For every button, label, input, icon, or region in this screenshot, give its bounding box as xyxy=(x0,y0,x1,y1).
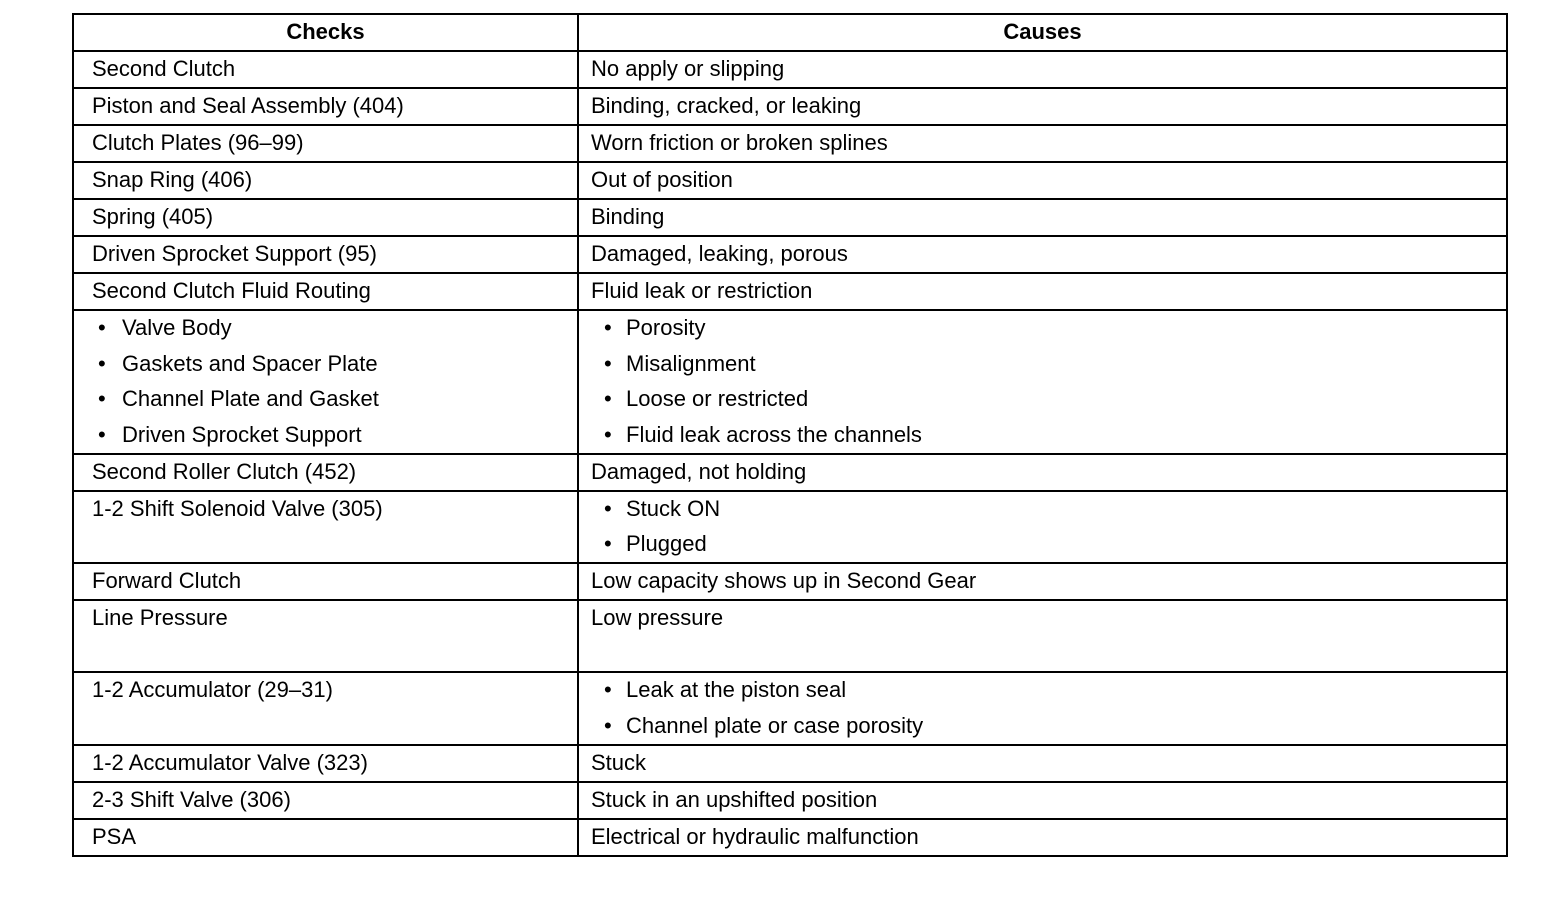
check-cell: Spring (405) xyxy=(73,199,578,236)
list-item xyxy=(74,315,577,340)
list-item-text: Channel Plate and Gasket xyxy=(122,386,379,411)
table-row xyxy=(73,782,1507,819)
bullet-glyph: • xyxy=(604,386,612,411)
table-row xyxy=(73,162,1507,199)
list-item xyxy=(74,422,577,447)
cause-cell: Low capacity shows up in Second Gear xyxy=(578,563,1507,600)
list-item xyxy=(74,351,577,376)
list-item xyxy=(579,351,1506,376)
list-item xyxy=(74,386,577,411)
cause-bullet-list xyxy=(579,315,1506,447)
list-item-text: Loose or restricted xyxy=(626,386,809,411)
cause-bullet-cell xyxy=(578,310,1507,454)
bullet-glyph: • xyxy=(604,677,612,702)
list-item-text: Gaskets and Spacer Plate xyxy=(122,350,378,376)
check-cell: Piston and Seal Assembly (404) xyxy=(73,88,578,125)
check-cell: PSA xyxy=(73,819,578,856)
list-item-text: Channel plate or case porosity xyxy=(626,712,924,738)
check-cell: Driven Sprocket Support (95) xyxy=(73,236,578,273)
check-cell: Second Clutch xyxy=(73,51,578,88)
bullet-glyph: • xyxy=(604,421,612,447)
bullet-glyph: • xyxy=(98,350,106,376)
check-cell: 1-2 Shift Solenoid Valve (305) xyxy=(73,491,578,564)
list-item-text: Misalignment xyxy=(626,350,756,376)
table-row xyxy=(73,454,1507,491)
list-item-text: Porosity xyxy=(626,315,706,340)
header-causes: Causes xyxy=(578,14,1507,51)
table-row xyxy=(73,236,1507,273)
bullet-glyph: • xyxy=(604,350,612,376)
list-item xyxy=(579,713,1506,738)
check-cell: 1-2 Accumulator Valve (323) xyxy=(73,745,578,782)
table-row xyxy=(73,672,1507,745)
cause-cell: Electrical or hydraulic malfunction xyxy=(578,819,1507,856)
header-checks: Checks xyxy=(73,14,578,51)
table-row xyxy=(73,88,1507,125)
table-row xyxy=(73,125,1507,162)
check-cell: Clutch Plates (96–99) xyxy=(73,125,578,162)
cause-cell: Out of position xyxy=(578,162,1507,199)
table-row xyxy=(73,563,1507,600)
check-cell: Forward Clutch xyxy=(73,563,578,600)
cause-cell: Binding, cracked, or leaking xyxy=(578,88,1507,125)
list-item xyxy=(579,422,1506,447)
cause-bullet-list xyxy=(579,496,1506,557)
table-row-bullets xyxy=(73,310,1507,454)
check-cell: Snap Ring (406) xyxy=(73,162,578,199)
bullet-glyph: • xyxy=(604,531,612,556)
cause-bullet-cell xyxy=(578,672,1507,745)
check-cell: Line Pressure xyxy=(73,600,578,672)
cause-bullet-list xyxy=(579,677,1506,738)
list-item-text: Fluid leak across the channels xyxy=(626,421,922,447)
check-bullet-list xyxy=(74,315,577,447)
bullet-glyph: • xyxy=(98,315,106,340)
cause-cell: Damaged, leaking, porous xyxy=(578,236,1507,273)
cause-cell: No apply or slipping xyxy=(578,51,1507,88)
check-cell: 1-2 Accumulator (29–31) xyxy=(73,672,578,745)
list-item xyxy=(579,386,1506,411)
list-item xyxy=(579,496,1506,521)
list-item-text: Driven Sprocket Support xyxy=(122,421,362,447)
check-cell: Second Roller Clutch (452) xyxy=(73,454,578,491)
check-bullet-cell xyxy=(73,310,578,454)
bullet-glyph: • xyxy=(604,712,612,738)
table-row xyxy=(73,491,1507,564)
table-row xyxy=(73,51,1507,88)
check-cell: 2-3 Shift Valve (306) xyxy=(73,782,578,819)
cause-cell: Binding xyxy=(578,199,1507,236)
table-row xyxy=(73,600,1507,672)
table-row xyxy=(73,199,1507,236)
cause-cell: Damaged, not holding xyxy=(578,454,1507,491)
bullet-glyph: • xyxy=(604,315,612,340)
list-item xyxy=(579,531,1506,556)
bullet-glyph: • xyxy=(98,421,106,447)
cause-cell: Fluid leak or restriction xyxy=(578,273,1507,310)
list-item-text: Plugged xyxy=(626,531,707,556)
table-header-row xyxy=(73,14,1507,51)
cause-cell: Stuck xyxy=(578,745,1507,782)
bullet-glyph: • xyxy=(98,386,106,411)
list-item xyxy=(579,315,1506,340)
cause-cell: Worn friction or broken splines xyxy=(578,125,1507,162)
table-row xyxy=(73,745,1507,782)
cause-bullet-cell xyxy=(578,491,1507,564)
cause-cell: Stuck in an upshifted position xyxy=(578,782,1507,819)
list-item-text: Leak at the piston seal xyxy=(626,677,847,702)
cause-cell: Low pressure xyxy=(578,600,1507,672)
list-item xyxy=(579,677,1506,702)
table-row xyxy=(73,273,1507,310)
table-row xyxy=(73,819,1507,856)
diagnosis-table xyxy=(72,13,1508,857)
list-item-text: Stuck ON xyxy=(626,495,721,521)
list-item-text: Valve Body xyxy=(122,315,232,340)
bullet-glyph: • xyxy=(604,495,612,521)
check-cell: Second Clutch Fluid Routing xyxy=(73,273,578,310)
